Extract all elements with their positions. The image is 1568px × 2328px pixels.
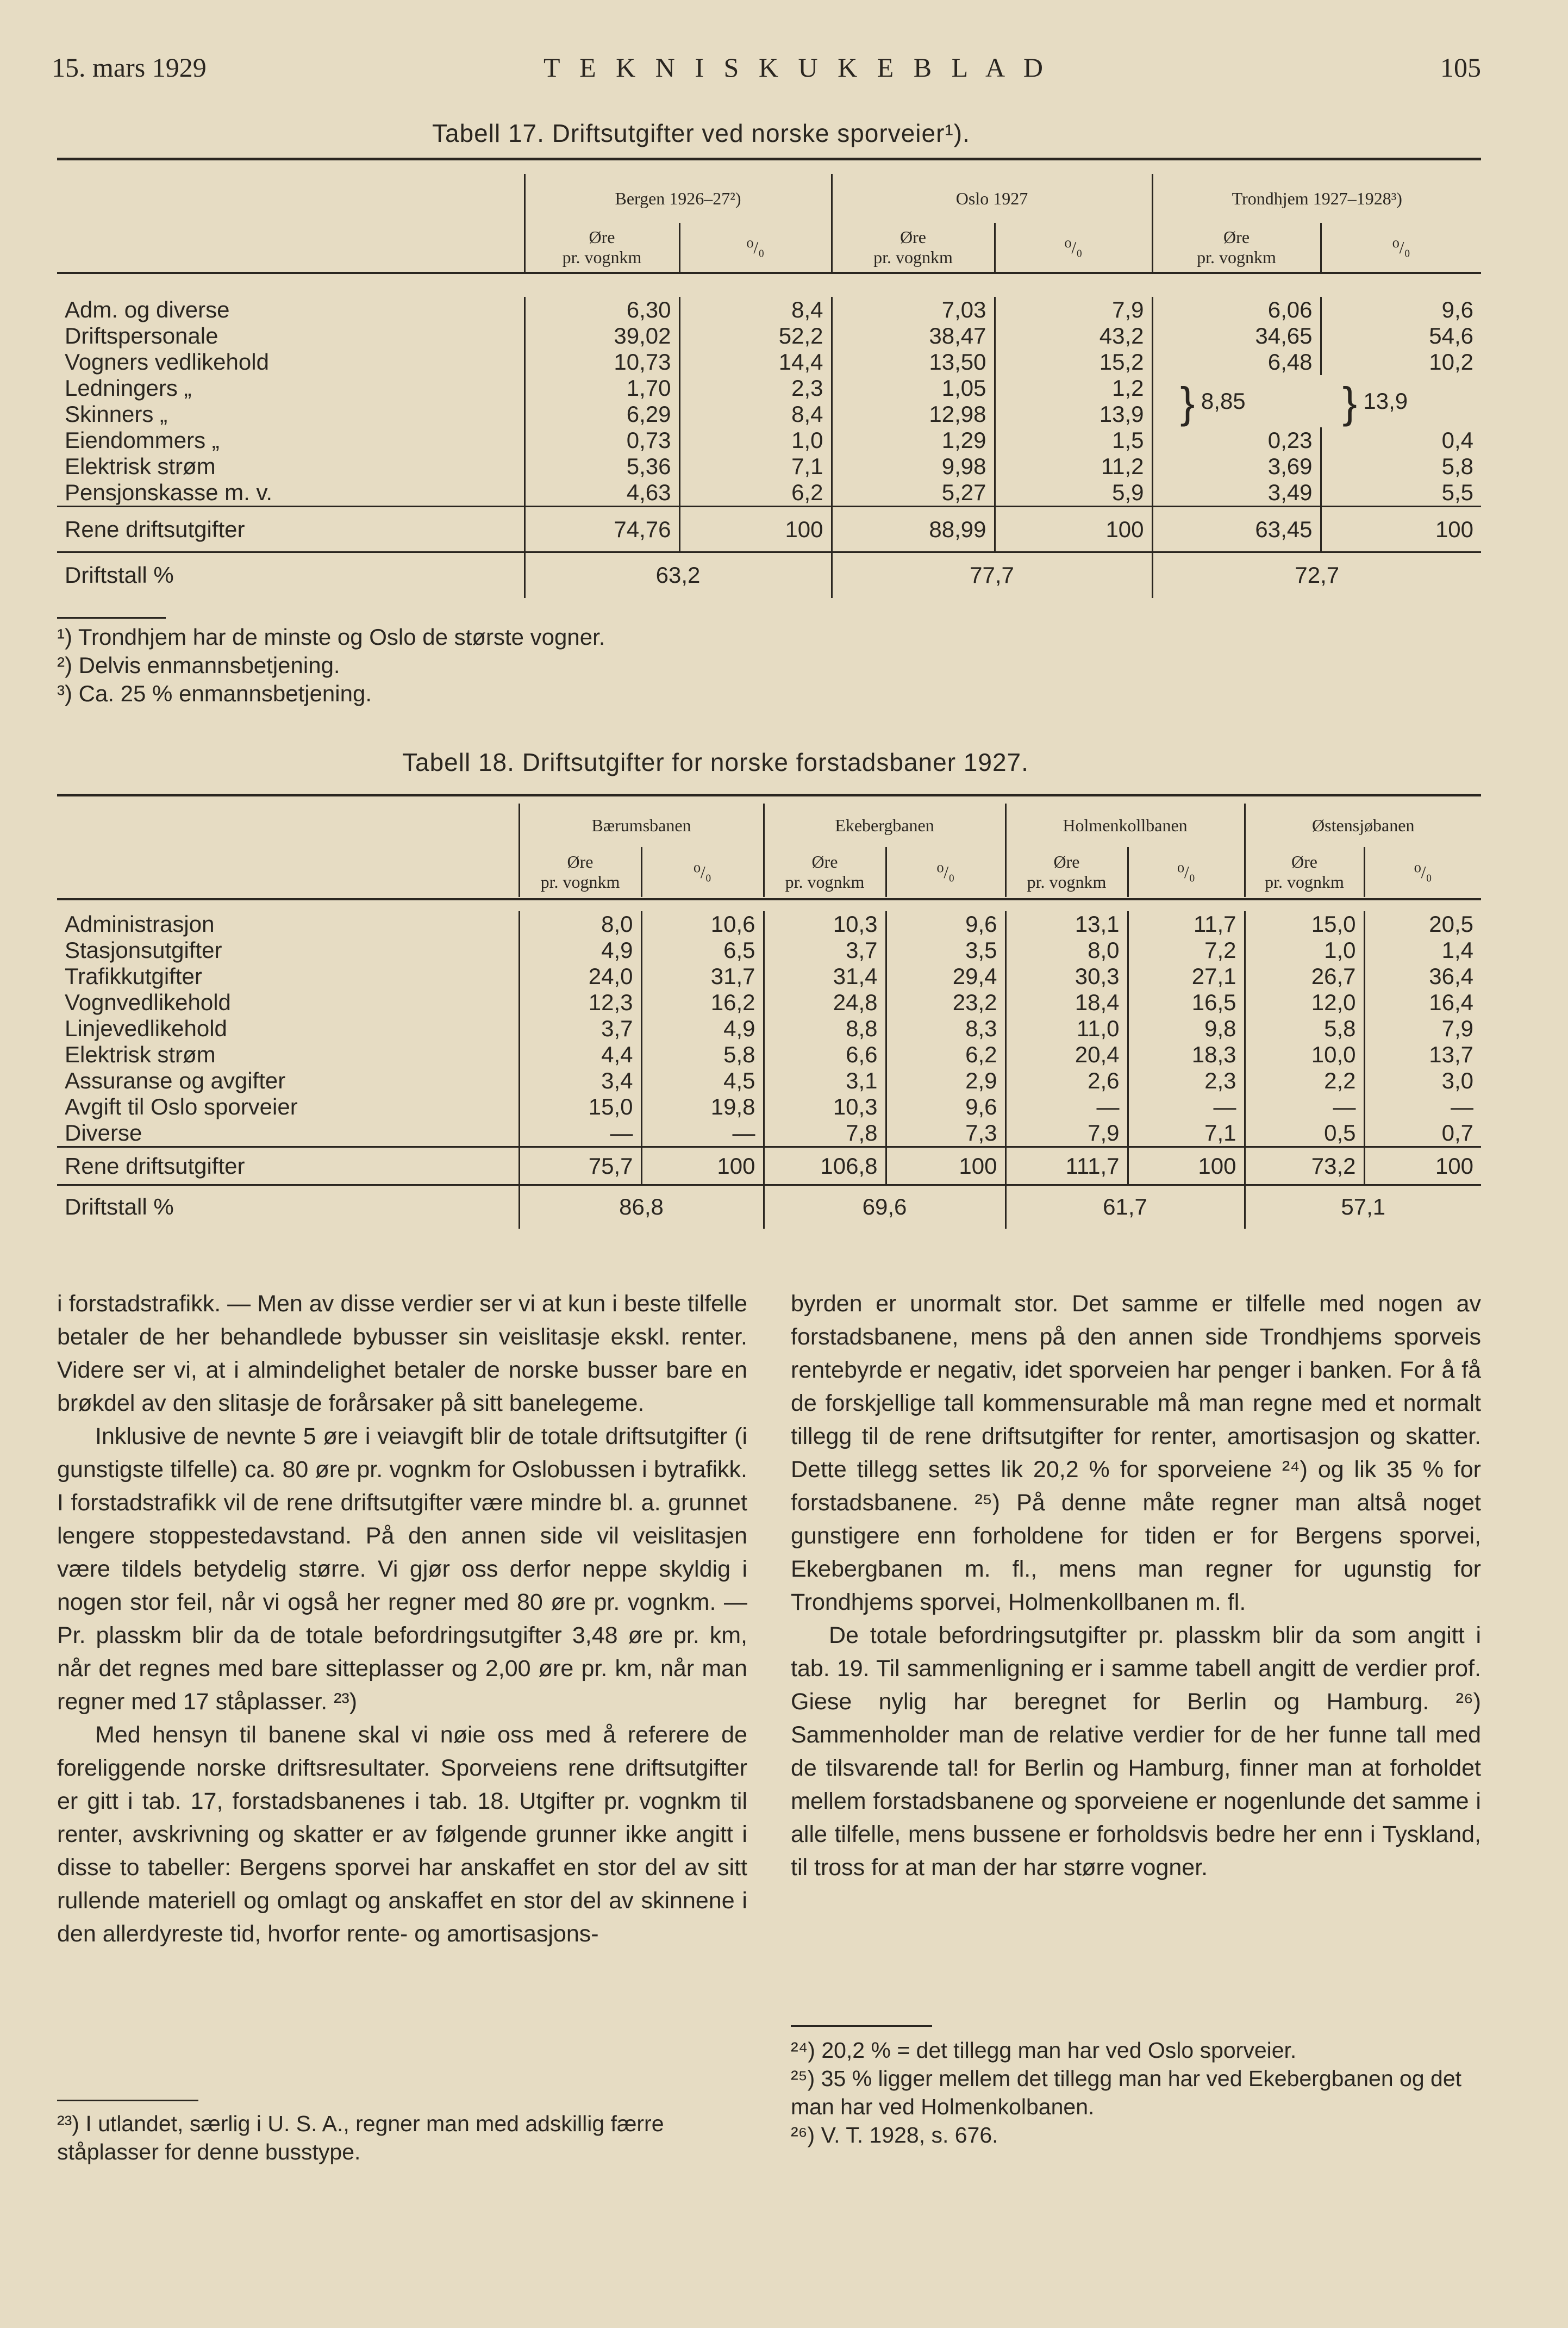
- table18-subheader-percent: ⁰/₀: [936, 862, 955, 882]
- table18-cell: 8,0: [519, 911, 641, 937]
- table18-cell: 10,6: [710, 911, 755, 937]
- table18-cell: 27,1: [1191, 963, 1236, 989]
- table18-cell: 5,8: [723, 1042, 755, 1067]
- table17-cell: 14,4: [778, 349, 823, 375]
- table17-row-label: Skinners „: [65, 401, 168, 427]
- table17-cell: 5,9: [1112, 480, 1144, 505]
- table18-subheader-ore-label: Øre: [567, 852, 594, 872]
- table18-subheader-unit-label: pr. vognkm: [1265, 872, 1344, 892]
- table17-cell: 1,70: [524, 375, 679, 401]
- table17-row-label: Vogners vedlikehold: [65, 349, 269, 375]
- table17-total-row: [57, 507, 1481, 552]
- table17-driftstall-cell: 72,7: [1152, 552, 1481, 598]
- table18-cell: 13,1: [1005, 911, 1128, 937]
- left-paragraph-1: i forstadstrafikk. — Men av disse verdier ser vi at kun i beste tilfelle betaler de her behandlede bybusser sin veislitasje ekskl. renter. Videre ser vi, at i almindelighet betaler de norske busser bare en brøkdel av den slitasje de forårsaker på sitt banelegeme.: [57, 1291, 747, 1416]
- table17-merged-percent: [1321, 375, 1481, 427]
- table17-cell: 8,4: [791, 401, 823, 427]
- table18-cell: 7,3: [965, 1120, 997, 1146]
- table18-cell: 2,3: [1204, 1068, 1236, 1093]
- table17-cell: 10,73: [524, 349, 679, 375]
- table18-driftstall-cell: 69,6: [764, 1185, 1005, 1229]
- table18-driftstall-cell: 61,7: [1005, 1185, 1245, 1229]
- table18-row-label: Diverse: [65, 1120, 142, 1146]
- table18-cell: 16,5: [1191, 989, 1236, 1015]
- table17-subheader-ore: [524, 223, 679, 272]
- table18-cell: 2,6: [1005, 1068, 1128, 1094]
- table18-cell: 19,8: [710, 1094, 755, 1119]
- table18-cell: 1,0: [1245, 937, 1364, 963]
- table17-row: [57, 323, 1481, 349]
- table17-row-label: Elektrisk strøm: [65, 453, 216, 479]
- table18-total-cell: 100: [1364, 1147, 1481, 1185]
- table17-cell: 38,47: [832, 323, 995, 349]
- table17-cell: 43,2: [1099, 323, 1144, 348]
- table17-cell: 5,5: [1441, 480, 1474, 505]
- table17-cell: 1,05: [832, 375, 995, 401]
- table18-row-label: Assuranse og avgifter: [65, 1068, 286, 1093]
- table17-merged-ore-value: 8,85: [1201, 388, 1246, 414]
- table18-cell: 31,7: [710, 963, 755, 989]
- table17-merged-ore: [1152, 375, 1321, 427]
- table18-cell: 15,0: [1245, 911, 1364, 937]
- table17-subheader-ore-label: Øre: [589, 227, 615, 247]
- table18-total-cell: 73,2: [1245, 1147, 1364, 1185]
- table18-subheader-percent: ⁰/₀: [1414, 862, 1432, 882]
- table17-cell: 9,98: [832, 453, 995, 480]
- table18-subheader-ore-label: Øre: [811, 852, 838, 872]
- header-journal: T E K N I S K U K E B L A D: [544, 52, 1050, 83]
- header-date: 15. mars 1929: [52, 52, 207, 83]
- table17-row: [57, 297, 1481, 323]
- table18-cell: 2,9: [965, 1068, 997, 1093]
- table17-row-label: Driftspersonale: [65, 323, 218, 348]
- table18-total-cell: 111,7: [1005, 1147, 1128, 1185]
- table18-row-label: Stasjonsutgifter: [65, 937, 222, 963]
- table17-subheader-ore: [832, 223, 995, 272]
- table17-cell: 10,2: [1429, 349, 1474, 375]
- table17-subheader-ore-label: Øre: [900, 227, 926, 247]
- table17-row-label: Ledningers „: [65, 375, 192, 401]
- table17-driftstall-cell: 77,7: [832, 552, 1152, 598]
- table18-cell: 6,2: [965, 1042, 997, 1067]
- table17-footnote-2: ²) Delvis enmannsbetjening.: [57, 652, 340, 678]
- table17-row: [57, 480, 1481, 507]
- table17-cell: 0,4: [1441, 427, 1474, 453]
- table17-cell: 7,9: [1112, 297, 1144, 322]
- table17-cell: 15,2: [1099, 349, 1144, 375]
- table18-cell: 12,0: [1245, 989, 1364, 1016]
- table18-cell: 4,4: [519, 1042, 641, 1068]
- table17-total-cell: 100: [679, 507, 832, 552]
- table17-total-cell: 63,45: [1152, 507, 1321, 552]
- table18-subheader-percent: ⁰/₀: [694, 862, 711, 882]
- table18-cell: 9,8: [1204, 1016, 1236, 1041]
- table17-cell: 0,23: [1152, 427, 1321, 453]
- table17-cell: 9,6: [1441, 297, 1474, 322]
- table18-group-baerumsbanen: Bærumsbanen: [519, 804, 764, 847]
- table18-cell: 11,0: [1005, 1016, 1128, 1042]
- table17-driftstall-label: Driftstall %: [65, 562, 174, 588]
- table18-cell: 3,7: [764, 937, 886, 963]
- table18-group-ostensjobanen: Østensjøbanen: [1245, 804, 1481, 847]
- table18-cell: 13,7: [1429, 1042, 1473, 1067]
- table18-cell: 3,7: [519, 1016, 641, 1042]
- table17-driftstall-row: [57, 552, 1481, 598]
- table17-row-label: Adm. og diverse: [65, 297, 230, 322]
- table17-cell: 4,63: [524, 480, 679, 507]
- table18-cell: 8,8: [764, 1016, 886, 1042]
- table18-driftstall-label: Driftstall %: [65, 1194, 174, 1220]
- table17-cell: 13,9: [1099, 401, 1144, 427]
- table18-driftstall-cell: 57,1: [1245, 1185, 1481, 1229]
- table18-subheader-unit-label: pr. vognkm: [540, 872, 620, 892]
- table18-cell: —: [1245, 1094, 1364, 1120]
- table17-group-oslo: Oslo 1927: [832, 174, 1152, 223]
- table18-cell: —: [1005, 1094, 1128, 1120]
- table17-total-cell: 88,99: [832, 507, 995, 552]
- left-paragraph-3: Med hensyn til banene skal vi nøie oss med å referere de foreliggende norske driftsresultater. Sporveiens rene driftsutgifter er gitt i tab. 17, forstadsbanenes i tab. 18. Utgifter pr. vognkm til renter, avskrivning og skatter er av følgende grunner ikke angitt i disse to tabeller: Bergens sporvei har anskaffet en stor del av sitt rullende materiell og omlagt og anskaffet en stor del av skinnene i den allerdyreste tid, hvorfor rente- og amortisasjons-: [57, 1722, 747, 1947]
- table18-row: [57, 1068, 1481, 1094]
- table18-row: [57, 989, 1481, 1016]
- table17-cell: 7,1: [791, 453, 823, 479]
- table18-driftstall-cell: 86,8: [519, 1185, 764, 1229]
- table17-cell: 3,69: [1152, 453, 1321, 480]
- table18-row-label: Elektrisk strøm: [65, 1042, 216, 1067]
- table17-cell: 34,65: [1152, 323, 1321, 349]
- table18-cell: 0,5: [1245, 1120, 1364, 1147]
- table18-cell: 7,8: [764, 1120, 886, 1147]
- table18-row: [57, 911, 1481, 937]
- table17-cell: 6,2: [791, 480, 823, 505]
- table17-cell: 1,0: [791, 427, 823, 453]
- table18-cell: 31,4: [764, 963, 886, 989]
- table17-total-cell: 100: [1321, 507, 1481, 552]
- table18-row-label: Avgift til Oslo sporveier: [65, 1094, 298, 1119]
- table18-cell: 23,2: [952, 989, 997, 1015]
- table18-cell: 16,4: [1429, 989, 1473, 1015]
- table17-total-cell: 100: [995, 507, 1152, 552]
- table18-cell: 24,0: [519, 963, 641, 989]
- table17-cell: 3,49: [1152, 480, 1321, 507]
- table17-row: [57, 453, 1481, 480]
- table17-row: [57, 427, 1481, 453]
- table18-row: [57, 937, 1481, 963]
- table18-row-label: Administrasjon: [65, 911, 215, 937]
- table18-row-label: Linjevedlikehold: [65, 1016, 227, 1041]
- table18-cell: 36,4: [1429, 963, 1473, 989]
- table18-cell: —: [732, 1120, 755, 1146]
- table18-cell: 16,2: [710, 989, 755, 1015]
- table18-subheader-ore-label: Øre: [1053, 852, 1080, 872]
- table17-cell: 11,2: [1101, 453, 1144, 479]
- table18-cell: —: [1451, 1094, 1473, 1119]
- table17-row: [57, 375, 1481, 401]
- table17-cell: 52,2: [778, 323, 823, 348]
- table18-cell: 6,5: [723, 937, 755, 963]
- table18-cell: 5,8: [1245, 1016, 1364, 1042]
- table18-group-holmenkollbanen: Holmenkollbanen: [1005, 804, 1245, 847]
- table18-cell: 10,3: [764, 1094, 886, 1120]
- table18-subheader-ore: [764, 847, 886, 897]
- left-paragraph-2: Inklusive de nevnte 5 øre i veiavgift blir de totale driftsutgifter (i gunstigste tilfelle) ca. 80 øre pr. vognkm for Oslobussen i bytrafikk. I forstadstrafikk vil de rene driftsutgifter være mindre bl. a. grunnet lengere stoppestedavstand. På den annen side vil veislitasjen være tildels betydelig større. Vi gjør oss derfor neppe skyldig i nogen stor feil, når vi også her regner med 80 øre pr. vognkm. — Pr. plasskm blir da de totale befordringsutgifter 3,48 øre pr. km, når det regnes med bare sitteplasser og 2,00 øre pr. km, når man regner med 17 ståplasser. ²³): [57, 1423, 747, 1715]
- table17-cell: 12,98: [832, 401, 995, 427]
- table17-subheader-percent: ⁰/₀: [746, 238, 765, 257]
- table17-total-label: Rene driftsutgifter: [65, 516, 245, 542]
- table17-cell: 7,03: [832, 297, 995, 323]
- table18-cell: 20,4: [1005, 1042, 1128, 1068]
- table18-cell: 8,3: [965, 1016, 997, 1041]
- table18-row: [57, 963, 1481, 989]
- table17-cell: 6,30: [524, 297, 679, 323]
- table17-cell: 6,29: [524, 401, 679, 427]
- right-footnote-25: ²⁵) 35 % ligger mellem det tillegg man har ved Ekebergbanen og det man har ved Holmenkolbanen.: [791, 2066, 1462, 2119]
- right-paragraph-1: byrden er unormalt stor. Det samme er tilfelle med nogen av forstadsbanene, mens på den annen side Trondhjems sporveis rentebyrde er negativ, idet sporveien har penger i banken. For å få de forskjellige tall kommensurable må man regne med et normalt tillegg til de rene driftsutgifter for renter, amortisasjon og skatter. Dette tillegg settes lik 20,2 % for sporveiene ²⁴) og lik 35 % for forstadsbanene. ²⁵) På denne måte regner man altså noget gunstigere enn forholdene for tiden er for Bergens sporvei, Ekebergbanen m. fl., mens man regner for ugunstig for Trondhjems sporvei, Holmenkollbanen m. fl.: [791, 1291, 1481, 1615]
- table17-row-label: Eiendommers „: [65, 427, 220, 453]
- table18-subheader-ore: [1005, 847, 1128, 897]
- table18-total-cell: 100: [1128, 1147, 1245, 1185]
- right-column: [791, 1287, 1481, 1884]
- table18-total-cell: 100: [886, 1147, 1005, 1185]
- table18-row: [57, 1094, 1481, 1120]
- table17-cell: 0,73: [524, 427, 679, 453]
- table18-row: [57, 1120, 1481, 1147]
- header-page-number: 105: [1440, 52, 1481, 83]
- table18-subheader-unit-label: pr. vognkm: [785, 872, 865, 892]
- table18-total-cell: 106,8: [764, 1147, 886, 1185]
- table17-cell: 1,29: [832, 427, 995, 453]
- table18-subheader-ore-label: Øre: [1291, 852, 1317, 872]
- table18-cell: 3,4: [519, 1068, 641, 1094]
- table17-footnote-3: ³) Ca. 25 % enmannsbetjening.: [57, 681, 372, 706]
- table17-cell: 13,50: [832, 349, 995, 375]
- table18: [57, 804, 1481, 1229]
- table18-subheader-ore: [519, 847, 641, 897]
- table17-row: [57, 349, 1481, 375]
- table17-cell: 5,8: [1441, 453, 1474, 479]
- table17-cell: 2,3: [791, 375, 823, 401]
- right-footnotes: [791, 2036, 1481, 2149]
- table18-cell: 6,6: [764, 1042, 886, 1068]
- table17-cell: 54,6: [1429, 323, 1474, 348]
- table18-cell: 3,1: [764, 1068, 886, 1094]
- table18-cell: 10,0: [1245, 1042, 1364, 1068]
- table17-subheader-unit-label: pr. vognkm: [562, 247, 642, 267]
- table18-cell: 4,9: [723, 1016, 755, 1041]
- table18-row-label: Trafikkutgifter: [65, 963, 202, 989]
- table18-cell: 15,0: [519, 1094, 641, 1120]
- table17-total-cell: 74,76: [524, 507, 679, 552]
- table18-cell: 18,3: [1191, 1042, 1236, 1067]
- table18-cell: 9,6: [965, 911, 997, 937]
- table17-subheader-percent: ⁰/₀: [1392, 238, 1410, 257]
- left-footnote-23: ²³) I utlandet, særlig i U. S. A., regner man med adskillig færre ståplasser for denne busstype.: [57, 2111, 664, 2164]
- table18-cell: 7,9: [1441, 1016, 1473, 1041]
- table18-cell: 12,3: [519, 989, 641, 1016]
- table18-total-row: [57, 1147, 1481, 1185]
- table17-cell: 6,48: [1152, 349, 1321, 375]
- brace-symbol: }: [1180, 378, 1195, 427]
- table17-footnotes: [57, 617, 605, 708]
- table18-cell: 7,2: [1204, 937, 1236, 963]
- table18-cell: 4,5: [723, 1068, 755, 1093]
- table17-group-bergen: Bergen 1926–27²): [524, 174, 832, 223]
- table18-cell: 30,3: [1005, 963, 1128, 989]
- table18-row: [57, 1016, 1481, 1042]
- table17-subheader-unit-label: pr. vognkm: [873, 247, 953, 267]
- table17-group-trondhjem: Trondhjem 1927–1928³): [1152, 174, 1481, 223]
- table18-cell: 0,7: [1441, 1120, 1473, 1146]
- table17-subheader-ore-label: Øre: [1223, 227, 1250, 247]
- right-footnote-24: ²⁴) 20,2 % = det tillegg man har ved Oslo sporveier.: [791, 2038, 1297, 2063]
- table18-cell: 29,4: [952, 963, 997, 989]
- table17-cell: 5,36: [524, 453, 679, 480]
- table17-subheader-ore: [1152, 223, 1321, 272]
- right-paragraph-2: De totale befordringsutgifter pr. plasskm blir da som angitt i tab. 19. Til sammenligning er i samme tabell angitt de verdier prof. Giese nylig har beregnet for Berlin og Hamburg. ²⁶) Sammenholder man de relative verdier for de her funne tall med de tilsvarende tal! for Berlin og Hamburg, finner man at forholdet mellem forstadsbanene og sporveiene er nogenlunde det samme i alle tilfelle, mens bussene er forholdsvis bedre her enn i Tyskland, til tross for at man der har større vogner.: [791, 1622, 1481, 1881]
- table18-cell: 8,0: [1005, 937, 1128, 963]
- table18-cell: 18,4: [1005, 989, 1128, 1016]
- table18-cell: 2,2: [1245, 1068, 1364, 1094]
- table18-cell: 24,8: [764, 989, 886, 1016]
- table18-total-label: Rene driftsutgifter: [65, 1153, 245, 1179]
- table17-subheader-unit-label: pr. vognkm: [1197, 247, 1276, 267]
- table18-group-ekebergbanen: Ekebergbanen: [764, 804, 1005, 847]
- table18-cell: 26,7: [1245, 963, 1364, 989]
- table18-cell: 4,9: [519, 937, 641, 963]
- table17-cell: 39,02: [524, 323, 679, 349]
- table18-cell: 3,5: [965, 937, 997, 963]
- right-footnote-26: ²⁶) V. T. 1928, s. 676.: [791, 2122, 998, 2148]
- table18-cell: 7,9: [1005, 1120, 1128, 1147]
- table17-cell: 5,27: [832, 480, 995, 507]
- table18-cell: 3,0: [1441, 1068, 1473, 1093]
- table18-title: Tabell 18. Driftsutgifter for norske forstadsbaner 1927.: [402, 748, 1029, 776]
- table18-subheader-ore: [1245, 847, 1364, 897]
- table18-subheader-percent: ⁰/₀: [1177, 862, 1195, 882]
- table17-cell: 6,06: [1152, 297, 1321, 323]
- table18-row-label: Vognvedlikehold: [65, 989, 231, 1015]
- table18-total-cell: 100: [641, 1147, 764, 1185]
- table18-total-cell: 75,7: [519, 1147, 641, 1185]
- brace-symbol: }: [1342, 378, 1357, 427]
- table18-cell: 10,3: [764, 911, 886, 937]
- table17-cell: 1,5: [1112, 427, 1144, 453]
- table17-title: Tabell 17. Driftsutgifter ved norske sporveier¹).: [432, 119, 970, 147]
- table18-cell: 9,6: [965, 1094, 997, 1119]
- table17-driftstall-cell: 63,2: [524, 552, 832, 598]
- table18-cell: —: [1213, 1094, 1236, 1119]
- table17-cell: 8,4: [791, 297, 823, 322]
- table18-cell: —: [519, 1120, 641, 1147]
- table18-cell: 20,5: [1429, 911, 1473, 937]
- table18-cell: 1,4: [1441, 937, 1473, 963]
- table17-merged-percent-value: 13,9: [1363, 388, 1408, 414]
- table17-footnote-1: ¹) Trondhjem har de minste og Oslo de største vogner.: [57, 624, 605, 650]
- table17-row-label: Pensjonskasse m. v.: [65, 480, 273, 505]
- left-column: [57, 1287, 747, 1951]
- table17: [57, 174, 1481, 598]
- table17-cell: 1,2: [1112, 375, 1144, 401]
- table17-subheader-percent: ⁰/₀: [1064, 238, 1083, 257]
- table18-cell: 11,7: [1193, 911, 1236, 937]
- table18-driftstall-row: [57, 1185, 1481, 1229]
- table18-subheader-unit-label: pr. vognkm: [1027, 872, 1107, 892]
- table18-row: [57, 1042, 1481, 1068]
- table18-cell: 7,1: [1204, 1120, 1236, 1146]
